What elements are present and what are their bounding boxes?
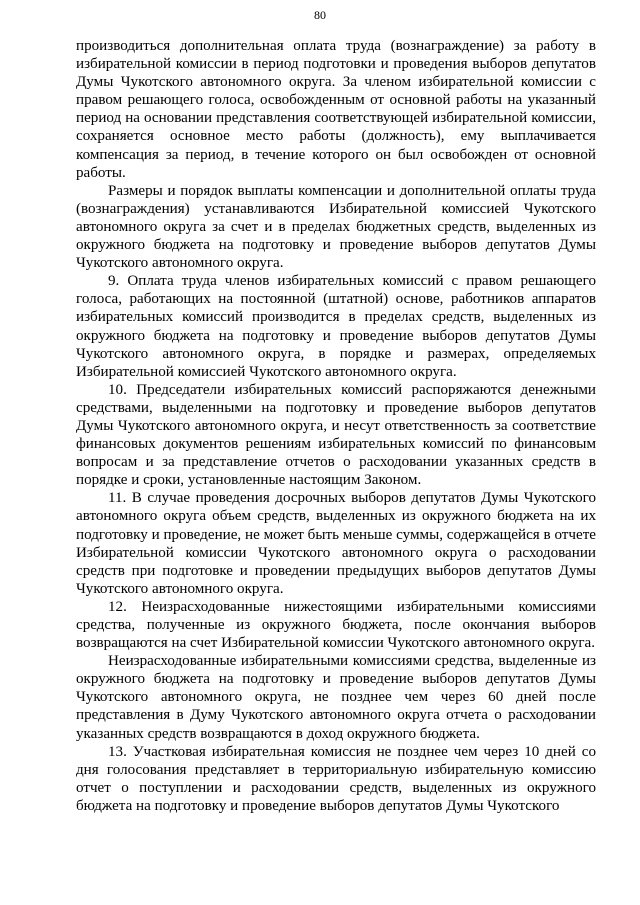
paragraph-item-9: 9. Оплата труда членов избирательных комиссий с правом решающего голоса, работающих на постоянной (штатной) основе, работников аппаратов избирательных комиссий производится в пределах средств, выделенных из окружного бюджета на подготовку и проведение выборов депутатов Думы Чукотского автономного округа, в порядке и размерах, определяемых Избирательной комиссией Чукотского автономного округа. (76, 273, 596, 380)
paragraph-item-12: 12. Неизрасходованные нижестоящими избирательными комиссиями средства, полученные из окружного бюджета, после окончания выборов возвращаются на счет Избирательной комиссии Чукотского автономного округа. (76, 598, 596, 652)
paragraph-item-13: 13. Участковая избирательная комиссия не позднее чем через 10 дней со дня голосования представляет в территориальную избирательную комиссию отчет о поступлении и расходовании средств, выделенных из окружного бюджета на подготовку и проведение выборов депутатов Думы Чукотского (76, 743, 596, 814)
paragraph-item-10: 10. Председатели избирательных комиссий распоряжаются денежными средствами, выделенными на подготовку и проведение выборов депутатов Думы Чукотского автономного округа, и несут ответственность за соответствие финансовых документов решениям избирательных комиссий по финансовым вопросам и за представление отчетов о расходовании указанных средств в порядке и сроки, установленные настоящим Законом. (76, 381, 596, 489)
paragraph-compensation-amounts: Размеры и порядок выплаты компенсации и дополнительной оплаты труда (вознаграждения) устанавливаются Избирательной комиссией Чукотского автономного округа за счет и в пределах бюджетных средств, выделенных из окружного бюджета на подготовку и проведение выборов депутатов Думы Чукотского автономного округа. (76, 182, 596, 272)
paragraph-continuation: производиться дополнительная оплата труда (вознаграждение) за работу в избирательной комиссии в период подготовки и проведения выборов депутатов Думы Чукотского автономного округа. За членом избирательной комиссии с правом решающего голоса, освобожденным от основной работы на указанный период на основании представления соответствующей избирательной комиссии, сохраняется основное место работы (должность), ему выплачивается компенсация за период, в течение которого он был освобожден от основной работы. (76, 38, 596, 181)
page-number: 80 (314, 8, 326, 22)
document-body (76, 37, 596, 815)
paragraph-item-11: 11. В случае проведения досрочных выборов депутатов Думы Чукотского автономного округа объем средств, выделенных из окружного бюджета на их подготовку и проведение, не может быть меньше суммы, содержащейся в отчете Избирательной комиссии Чукотского автономного округа о расходовании средств при подготовке и проведении предыдущих выборов депутатов Думы Чукотского автономного округа. (76, 490, 596, 597)
paragraph-unspent-funds: Неизрасходованные избирательными комиссиями средства, выделенные из окружного бюджета на подготовку и проведение выборов депутатов Думы Чукотского автономного округа, не позднее чем через 60 дней после представления в Думу Чукотского автономного округа отчета о расходовании указанных средств возвращаются в доход окружного бюджета. (76, 653, 596, 742)
